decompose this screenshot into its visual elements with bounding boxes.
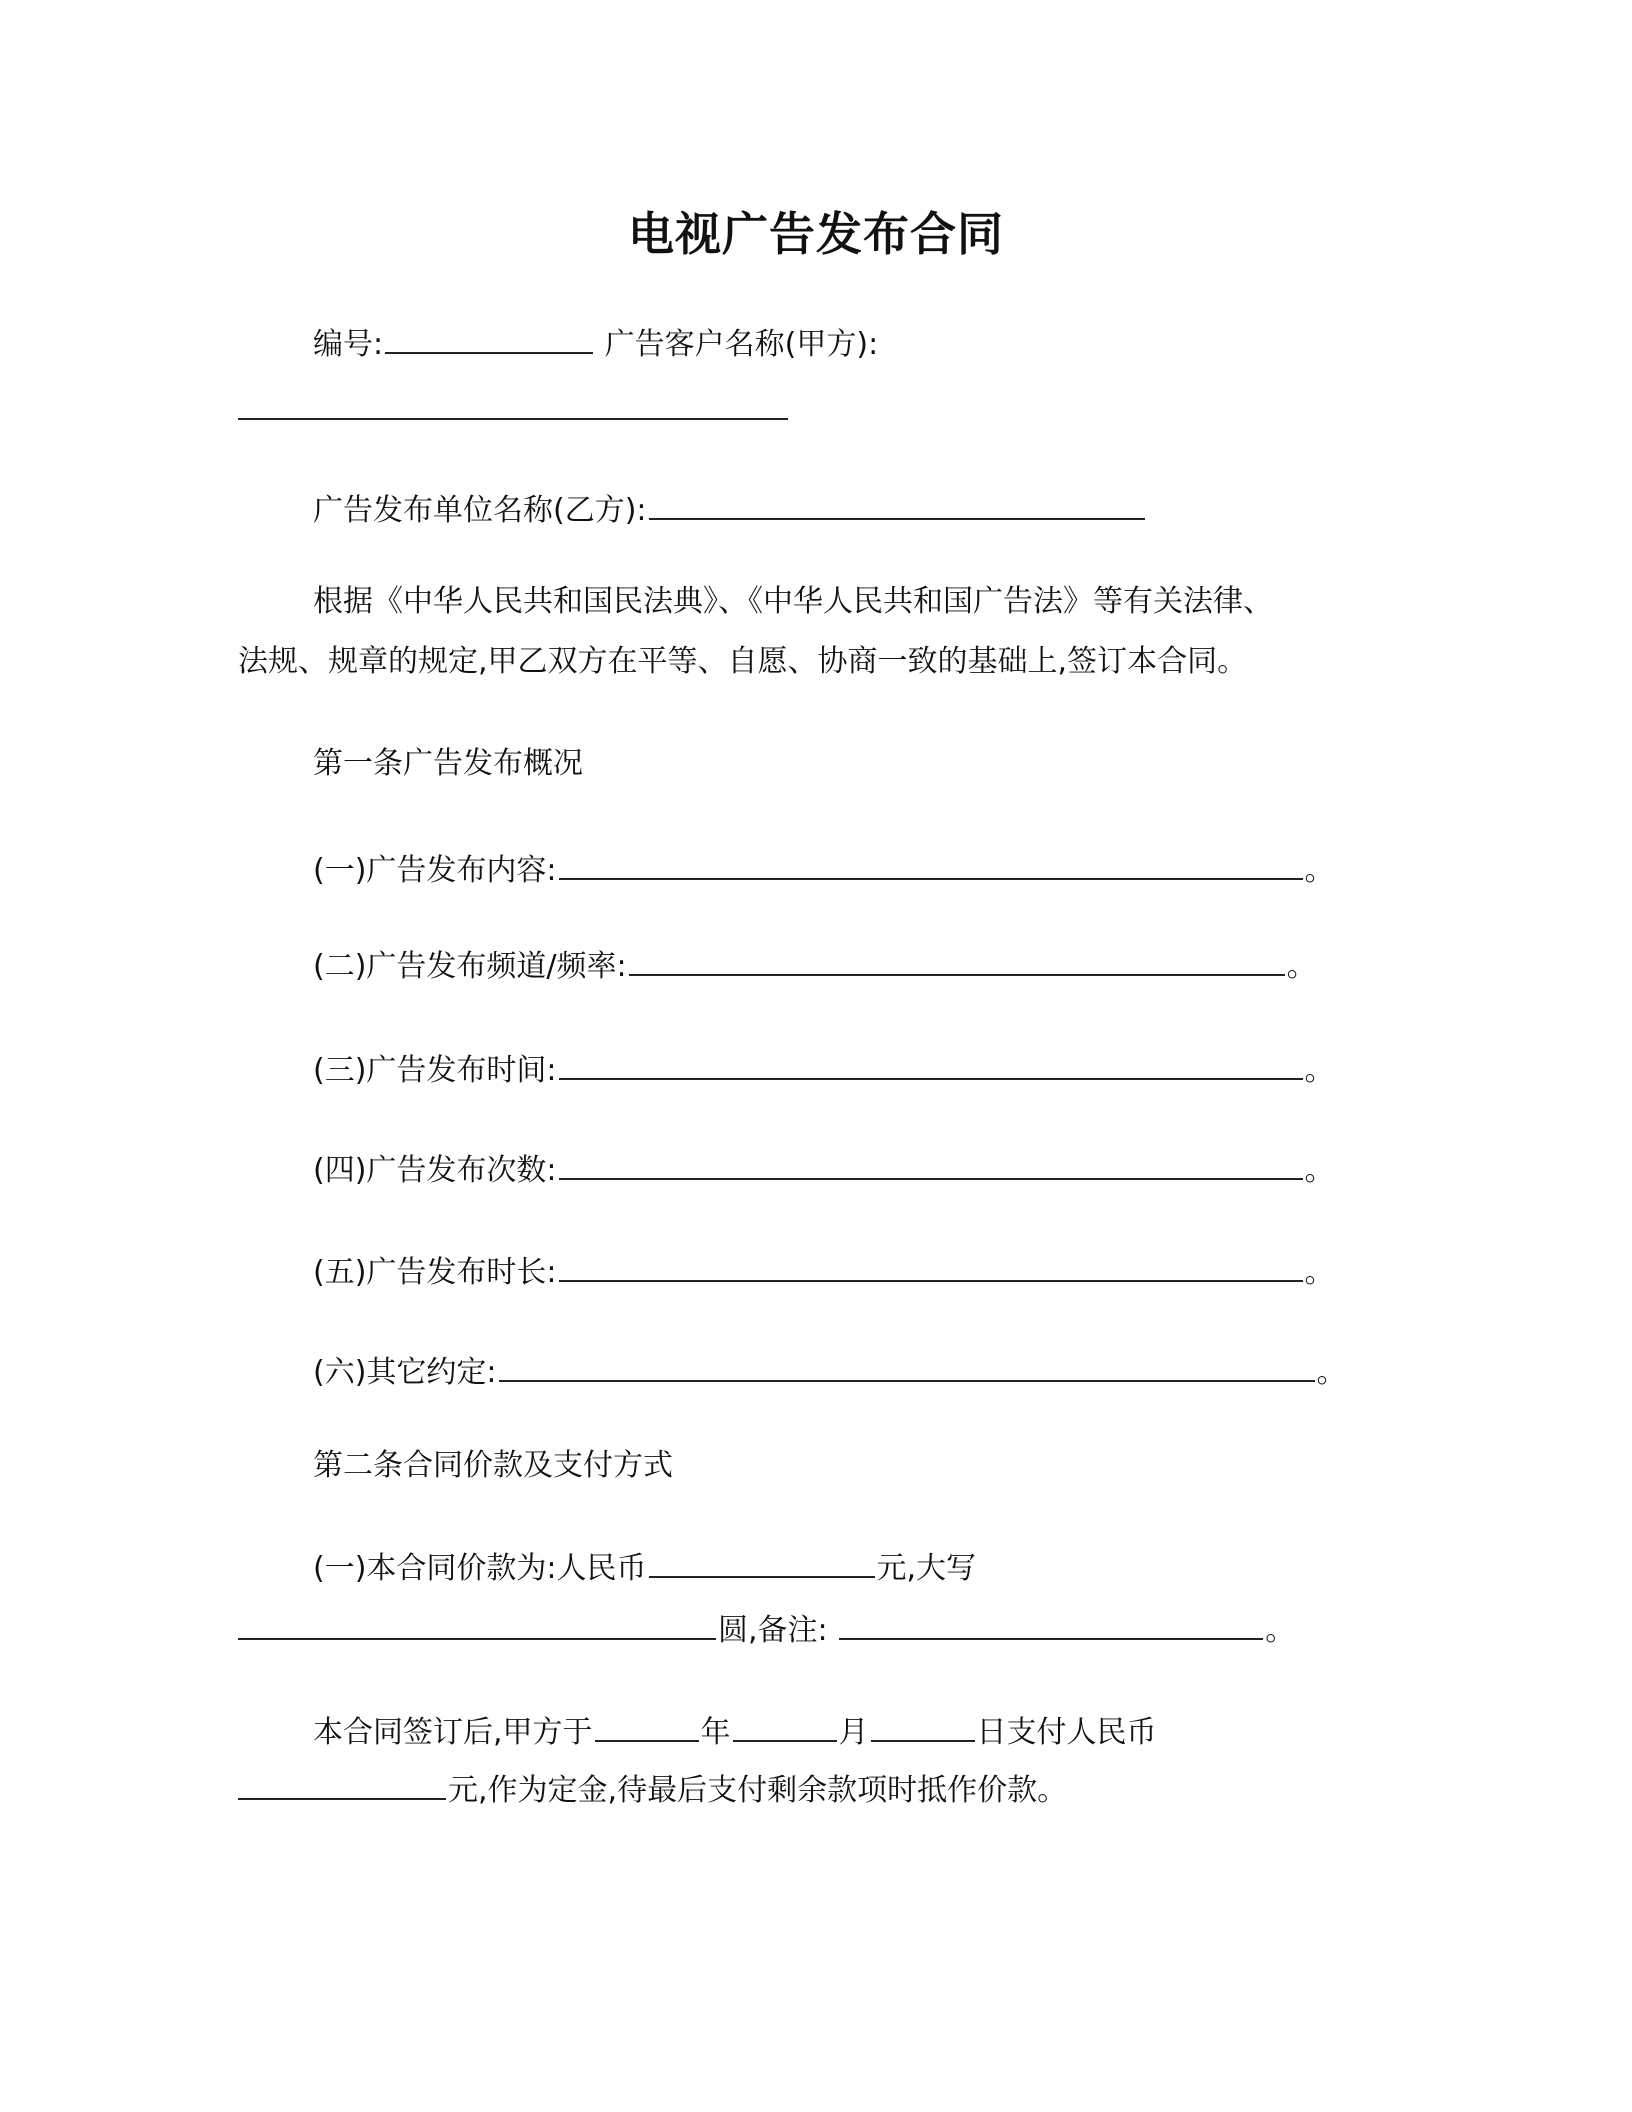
- document-title: 电视广告发布合同: [628, 207, 1004, 261]
- item-label: (一)广告发布内容:: [313, 853, 557, 888]
- count-blank[interactable]: [559, 1148, 1303, 1180]
- article-1-item: [313, 1350, 1347, 1393]
- yuan-daxie-label: 元,大写: [876, 1551, 977, 1586]
- article-1-heading: 第一条广告发布概况: [313, 746, 583, 781]
- note-blank[interactable]: [839, 1608, 1263, 1640]
- preamble-line-1: 根据《中华人民共和国民法典》、《中华人民共和国广告法》等有关法律、: [313, 584, 1273, 619]
- article-1-item: [313, 944, 1317, 987]
- deposit-amount-line: [238, 1768, 1067, 1811]
- day-blank[interactable]: [871, 1710, 975, 1742]
- deposit-prefix: 本合同签订后,甲方于: [313, 1715, 593, 1750]
- price-amount-blank[interactable]: [649, 1546, 875, 1578]
- duration-blank[interactable]: [559, 1250, 1303, 1282]
- time-blank[interactable]: [559, 1048, 1303, 1080]
- month-blank[interactable]: [733, 1710, 837, 1742]
- publisher-label: 广告发布单位名称(乙方):: [313, 493, 647, 528]
- item-label: (三)广告发布时间:: [313, 1053, 557, 1088]
- month-label: 月: [838, 1715, 869, 1750]
- deposit-line: [313, 1710, 1157, 1753]
- article-2-heading: 第二条合同价款及支付方式: [313, 1448, 673, 1483]
- other-terms-blank[interactable]: [499, 1350, 1315, 1382]
- item-end: 。: [1316, 1355, 1347, 1390]
- channel-blank[interactable]: [629, 944, 1285, 976]
- content-blank[interactable]: [559, 848, 1303, 880]
- item-end: 。: [1304, 853, 1335, 888]
- item-label: (二)广告发布频道/频率:: [313, 949, 627, 984]
- client-name-blank[interactable]: [238, 418, 788, 420]
- deposit-amount-blank[interactable]: [238, 1768, 446, 1800]
- price-capital-line: [238, 1608, 1295, 1651]
- article-1-item: [313, 1250, 1335, 1293]
- year-blank[interactable]: [595, 1710, 699, 1742]
- article-1-item: [313, 1148, 1335, 1191]
- client-label: 广告客户名称(甲方):: [604, 327, 879, 362]
- item-end: 。: [1304, 1255, 1335, 1290]
- price-capital-blank[interactable]: [238, 1608, 716, 1640]
- price-line: [313, 1546, 976, 1589]
- day-pay-label: 日支付人民币: [976, 1715, 1157, 1750]
- preamble-line-2: 法规、规章的规定,甲乙双方在平等、自愿、协商一致的基础上,签订本合同。: [238, 644, 1248, 679]
- serial-blank[interactable]: [385, 322, 593, 354]
- article-1-item: [313, 1048, 1335, 1091]
- article-1-item: [313, 848, 1335, 891]
- item-label: (五)广告发布时长:: [313, 1255, 557, 1290]
- item-end: 。: [1304, 1153, 1335, 1188]
- item-label: (四)广告发布次数:: [313, 1153, 557, 1188]
- deposit-suffix: 元,作为定金,待最后支付剩余款项时抵作价款。: [448, 1773, 1068, 1808]
- price-end: 。: [1265, 1613, 1296, 1648]
- serial-client-line: [313, 322, 878, 365]
- item-label: (六)其它约定:: [313, 1355, 497, 1390]
- price-label: (一)本合同价款为:人民币: [313, 1551, 647, 1586]
- item-end: 。: [1304, 1053, 1335, 1088]
- publisher-blank[interactable]: [649, 488, 1145, 520]
- round-note-label: 圆,备注:: [718, 1613, 828, 1648]
- item-end: 。: [1286, 949, 1317, 984]
- year-label: 年: [700, 1715, 731, 1750]
- serial-label: 编号:: [313, 327, 384, 362]
- publisher-line: [313, 488, 1147, 531]
